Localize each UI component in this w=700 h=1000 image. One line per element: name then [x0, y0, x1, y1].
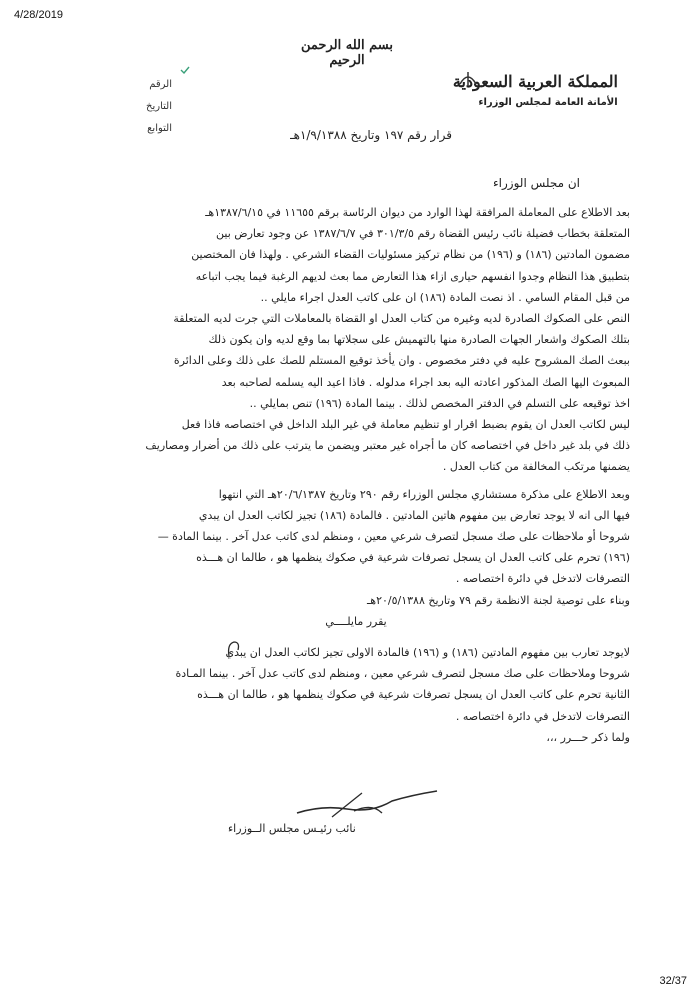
paragraph-line: وبعد الاطلاع على مذكرة مستشاري مجلس الوزراء رقم ٢٩٠ وتاريخ ٢٠/٦/١٣٨٧هـ التي انتهوا: [218, 487, 630, 501]
page-number: 32/37: [659, 975, 687, 987]
paragraph-line: بتطبيق هذا النظام وجدوا انفسهم حيارى ازاء هذا التعارض مما بعث لديهم الرغبة فيما يجب اتباعه: [195, 269, 630, 283]
paragraph-line: مضمون المادتين (١٨٦) و (١٩٦) من نظام تركيز مسئوليات القضاء الشرعي . ولهذا فان المختصين: [191, 248, 630, 262]
letter: [82, 28, 630, 888]
paragraph-line: التصرفات لاتدخل في دائرة اختصاصه .: [455, 709, 630, 723]
handwritten-mark-icon: [225, 638, 243, 660]
paragraph-line: ذلك في بلد غير داخل في اختصاصه كان ما أجراه غير معتبر ويضمن ما يترتب على ذلك من أضرار ومصاريف: [145, 439, 630, 453]
emblem-icon: [456, 66, 480, 90]
paragraph-line: من قبل المقام السامي . اذ نصت المادة (١٨٦) ان على كاتب العدل اجراء مايلي ..: [260, 290, 630, 304]
addressee: ان مجلس الوزراء: [493, 176, 580, 190]
paragraph-line: ليس لكاتب العدل ان يقوم بضبط اقرار او تنظيم معاملة في غير البلد الداخل في اختصاصه فاذا فعل: [181, 418, 630, 432]
meta-label-attachments: التوابع: [147, 123, 172, 134]
paragraph-line: بعد الاطلاع على المعاملة المرافقة لهذا الوارد من ديوان الرئاسة برقم ١١٦٥٥ في ١٣٨٧/٦/١٥هـ: [205, 206, 630, 219]
paragraph-line: التصرفات لاتدخل في دائرة اختصاصه .: [455, 572, 630, 586]
signature-icon: [292, 783, 442, 823]
tick-mark-icon: [180, 66, 190, 74]
decides-heading: يقرر مايلــــي: [325, 614, 387, 628]
paragraph-line: اخذ توقيعه على التسلم في الدفتر المخصص لذلك . بينما المادة (١٩٦) تنص بمايلي ..: [249, 396, 630, 410]
paragraph-line: المتعلقة بخطاب فضيلة نائب رئيس القضاة رقم ٣٠١/٣/٥ في ١٣٨٧/٦/٧ عن وجود تعارض بين: [216, 227, 630, 241]
paragraph-line: شروحا وملاحظات على صك مسجل لتصرف شرعي معين ، ومنظم لدى كاتب عدل آخر . بينما المـادة: [175, 667, 630, 681]
decision-line: قرار رقم ١٩٧ وتاريخ ١/٩/١٣٨٨هـ: [290, 128, 452, 142]
paragraph-line: شروحا أو ملاحظات على صك مسجل لتصرف شرعي معين ، ومنظم لدى كاتب عدل آخر . بينما المادة —: [157, 530, 630, 544]
paragraph-line: ببعث الصك المشروح عليه في دفتر مخصوص . وان يأخذ توقيع المستلم للصك على ذلك وعلى الدائرة: [173, 354, 630, 368]
recommendation-line: وبناء على توصية لجنة الانظمة رقم ٧٩ وتاريخ ٢٠/٥/١٣٨٨هـ: [367, 593, 630, 607]
letter-body: [82, 202, 630, 748]
paragraph-line: النص على الصكوك الصادرة لديه وغيره من كتاب العدل او القضاة بالمعاملات التي جرت لديه المتعلقة: [173, 312, 630, 326]
paragraph-line: فيها الى انه لا يوجد تعارض بين مفهوم هاتين المادتين . فالمادة (١٨٦) تجيز لكاتب العدل ان يبدي: [198, 508, 630, 522]
basmala: بسم الله الرحمن الرحيم: [301, 38, 393, 68]
paragraph-line: (١٩٦) تحرم على كاتب العدل ان يسجل تصرفات شرعية في صكوك ينظمها هو ، طالما ان هـــذه: [196, 551, 630, 565]
paragraph-line: يضمنها مرتكب المخالفة من كتاب العدل .: [442, 460, 630, 474]
meta-label-number: الرقم: [149, 79, 172, 90]
paragraph-line: بتلك الصكوك واشعار الجهات الصادرة منها بالتهميش على سجلاتها بما وقع لديه وان يكون ذلك: [208, 333, 630, 347]
letterhead: [452, 72, 618, 108]
kingdom-name: المملكة العربية السعودية: [452, 72, 618, 91]
paragraph-line: المبعوث اليها الصك المذكور اعادته اليه بعد اجراء مدلوله . فاذا اعيد اليه يسلمه لصاحبه بعد: [221, 375, 630, 389]
secretariat-name: الأمانة العامة لمجلس الوزراء: [478, 97, 618, 108]
closing-line: ولما ذكر حـــرر ،،،: [546, 730, 630, 744]
paragraph-line: لايوجد تعارب بين مفهوم المادتين (١٨٦) و (١٩٦) فالمادة الاولى تجيز لكاتب العدل ان يبدي: [225, 646, 630, 660]
paragraph-line: الثانية تحرم على كاتب العدل ان يسجل تصرفات شرعية في صكوك ينظمها هو ، طالما ان هـــذه: [197, 688, 630, 702]
meta-label-date: التاريخ: [146, 101, 172, 112]
signature-title: نائب رئيـس مجلس الــوزراء: [228, 822, 356, 835]
print-date: 4/28/2019: [14, 9, 63, 21]
